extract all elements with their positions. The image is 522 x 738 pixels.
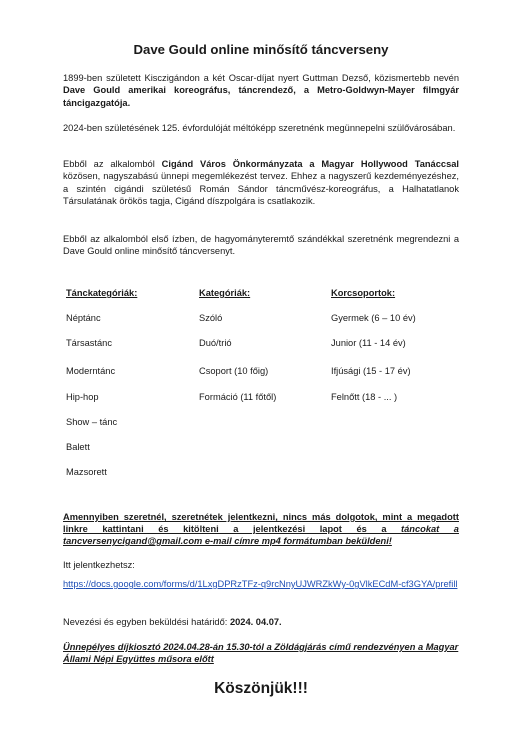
notice-text: Amennyiben szeretnél, szeretnétek jelentkezni, nincs más dolgotok, mint a megadott linkre kattintani és kitölteni a jelentkezési lapot és a [63,512,459,534]
intro-p1-text: 1899-ben született Kisczigándon a két Oscar-díjat nyert Guttman Dezső, közismertebb nevén [63,73,459,83]
dance-categories-header: Tánckategóriák: [66,288,138,298]
category-item: Duó/trió [199,338,232,348]
age-group-item: Gyermek (6 – 10 év) [331,313,416,323]
application-form-link[interactable]: https://docs.google.com/forms/d/1LxgDPRzTFz-q9rcNnyUJWRZkWy-0gVlkECdM-cf3GYA/prefill [63,579,458,589]
apply-label: Itt jelentkezhetsz: [63,560,135,570]
intro-paragraph-3 [63,158,459,208]
ceremony-announcement: Ünnepélyes díjkiosztó 2024.04.28-án 15.30-tól a Zöldágjárás című rendezvényen a Magyar Állami Népi Együttes műsora előtt [63,642,459,664]
intro-paragraph-1 [63,72,459,109]
age-group-item: Junior (11 - 14 év) [331,338,406,348]
intro-p3-bold: Cigánd Város Önkormányzata a Magyar Hollywood Tanáccsal [161,159,459,169]
intro-p3-text-a: Ebből az alkalomból [63,159,162,169]
intro-paragraph-4: Ebből az alkalomból első ízben, de hagyományteremtő szándékkal szeretnénk megrendezni a Dave Gould online minősítő táncversenyt. [63,234,459,257]
dance-category-item: Néptánc [66,313,101,323]
dance-category-item: Moderntánc [66,366,116,376]
category-item: Formáció (11 főtől) [199,392,277,402]
deadline-date: 2024. 04.07. [229,617,282,627]
deadline-line [63,617,282,627]
dance-category-item: Hip-hop [66,392,99,402]
page-title: Dave Gould online minősítő táncverseny [133,42,389,57]
intro-paragraph-2: 2024-ben születésének 125. évfordulóját méltóképp szeretnénk megünnepelni szülővárosában. [63,123,456,133]
category-item: Csoport (10 főig) [199,366,269,376]
dance-category-item: Társastánc [66,338,112,348]
intro-p1-bold: Dave Gould amerikai koreográfus, táncrendező, a Metro-Goldwyn-Mayer filmgyár táncigazgatója. [63,85,459,108]
dance-category-item: Mazsorett [66,467,107,477]
category-item: Szóló [199,313,223,323]
thanks-heading: Köszönjük!!! [214,680,308,697]
application-notice [63,511,459,547]
notice-email-instruction: táncokat a tancversenycigand@gmail.com e-mail címre mp4 formátumban beküldeni! [63,524,459,546]
dance-category-item: Balett [66,442,90,452]
dance-category-item: Show – tánc [66,417,118,427]
age-group-item: Felnőtt (18 - ... ) [331,392,398,402]
deadline-label: Nevezési és egyben beküldési határidő: [63,617,230,627]
age-group-item: Ifjúsági (15 - 17 év) [331,366,411,376]
categories-header: Kategóriák: [199,288,251,298]
intro-p3-text-c: közösen, nagyszabású ünnepi megemlékezést tervez. Ehhez a nagyszerű kezdeményezéshez, a szintén cigándi születésű Román Sándor táncművész-koreográfus, a Halhatatlanok Társulatának örökös tagja, Cigánd díszpolgára is csatlakozik. [63,171,459,207]
age-groups-header: Korcsoportok: [331,288,396,298]
